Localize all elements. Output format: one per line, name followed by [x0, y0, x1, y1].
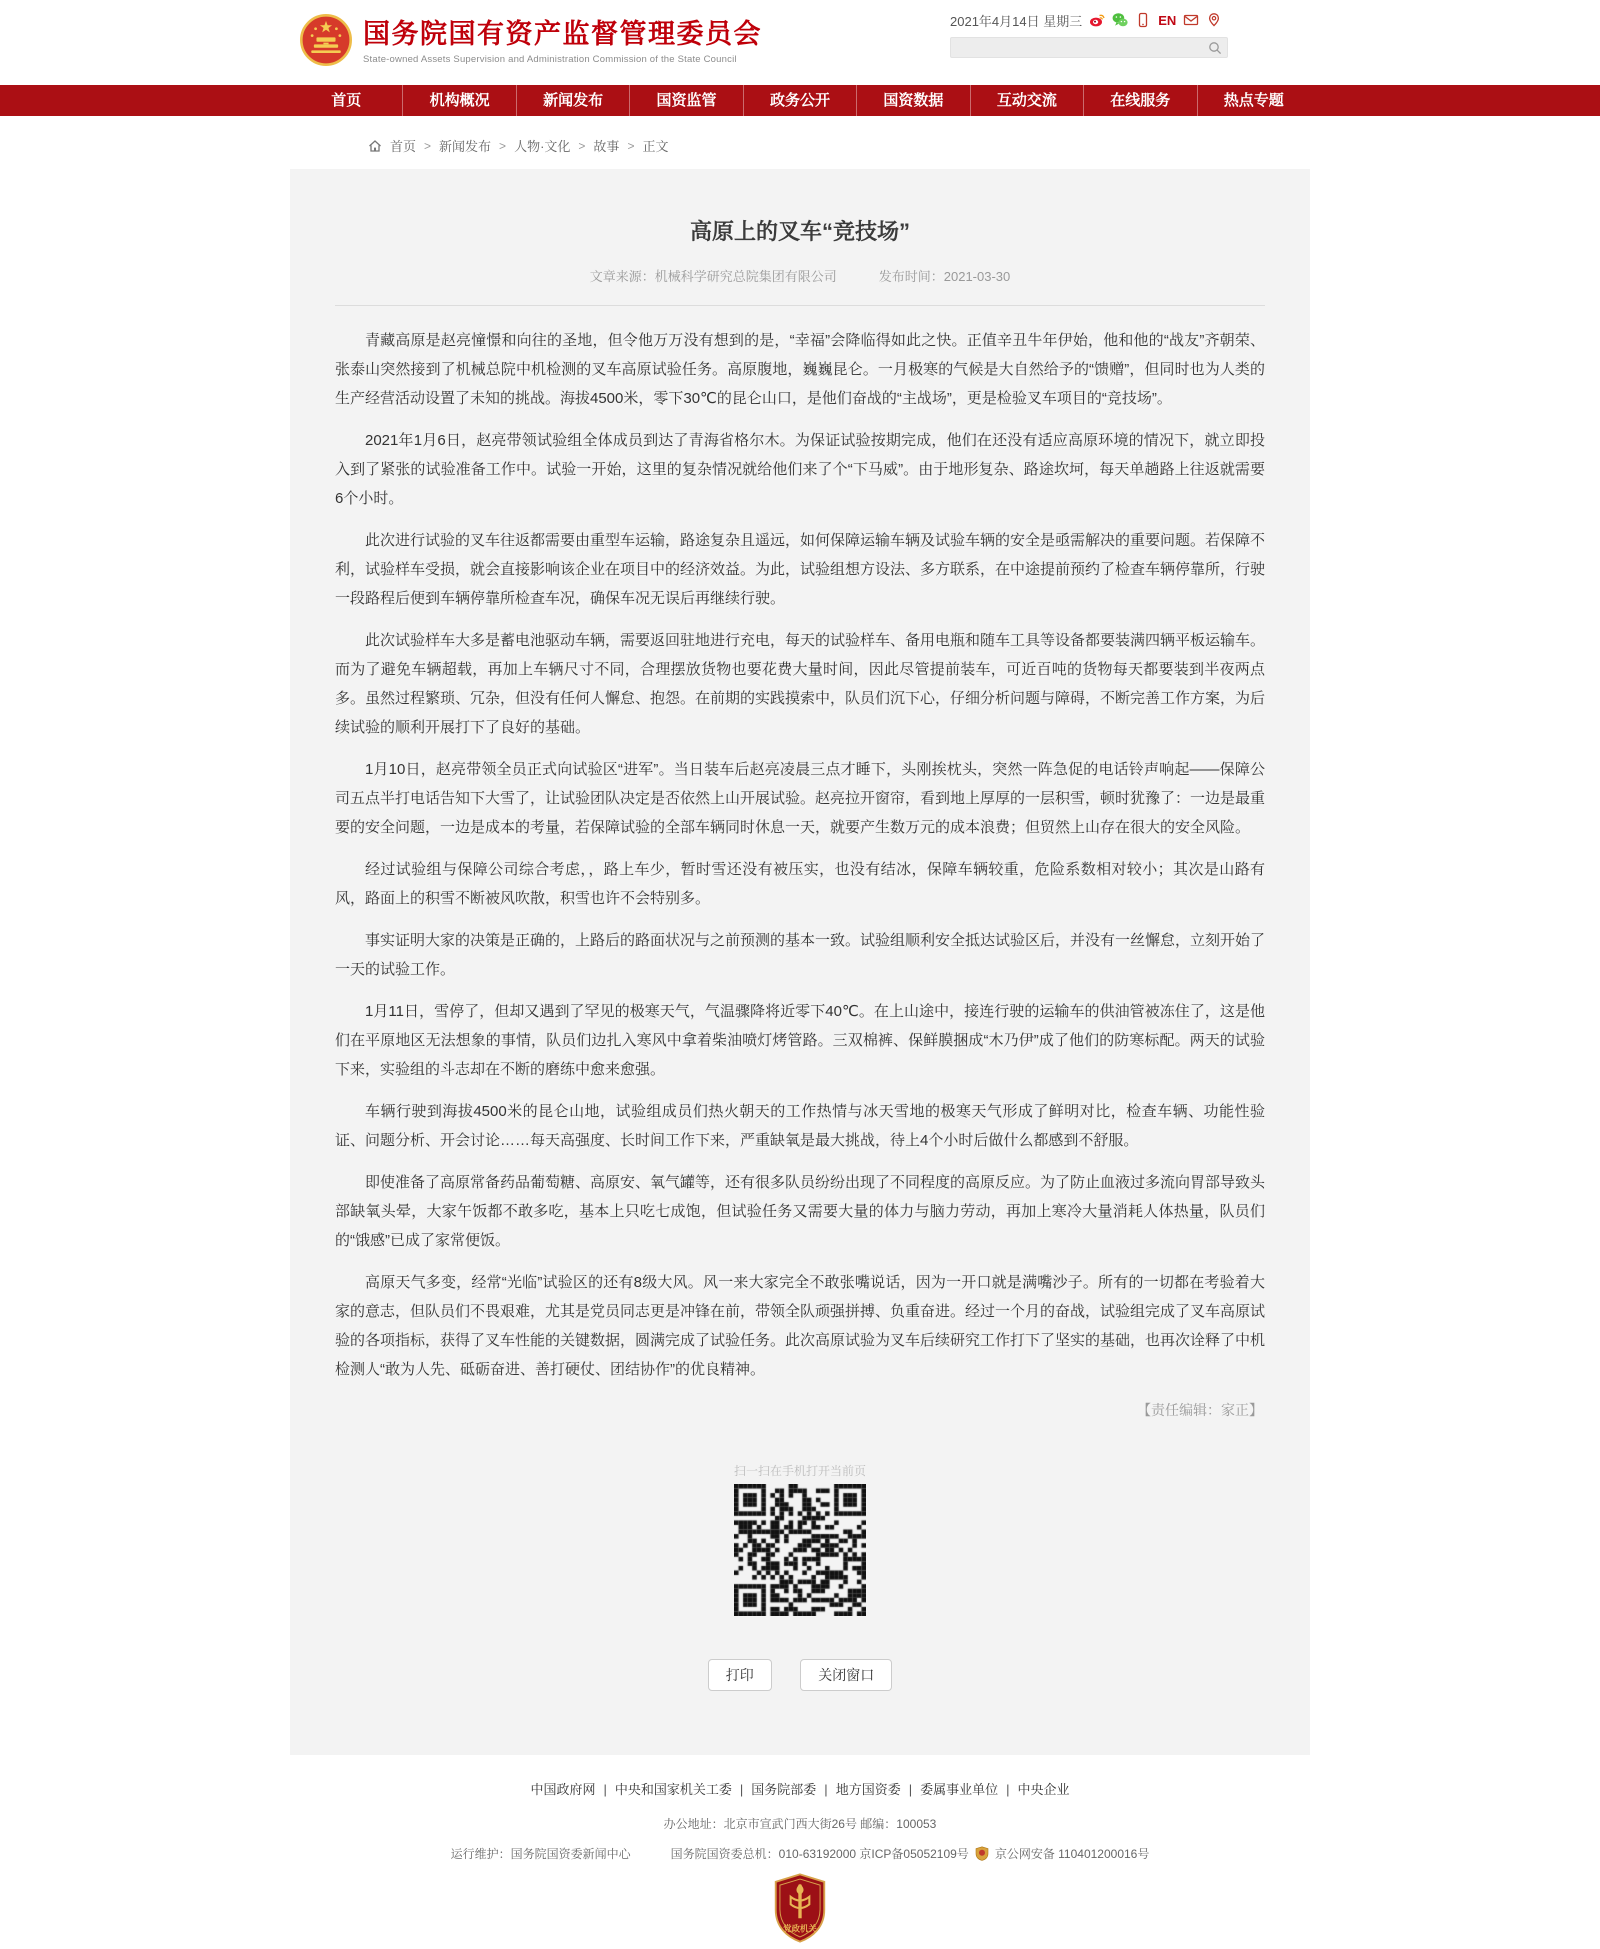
mobile-icon[interactable] [1135, 12, 1151, 28]
footer-police-link[interactable]: 京公网安备 110401200016号 [994, 1847, 1150, 1861]
article-meta [335, 266, 1265, 285]
lang-en-link[interactable]: EN [1158, 12, 1177, 28]
footer-address: 办公地址：北京市宣武门西大街26号 邮编：100053 [663, 1817, 937, 1831]
footer-link-separator: | [603, 1782, 607, 1797]
site-logo[interactable] [290, 14, 762, 71]
article-paragraph: 高原天气多变，经常“光临”试验区的还有8级大风。风一来大家完全不敢张嘴说话，因为一开口就是满嘴沙子。所有的一切都在考验着大家的意志，但队员们不畏艰难，尤其是党员同志更是冲锋在前，带领全队顽强拼搏、负重奋进。经过一个月的奋战，试验组完成了叉车高原试验的各项指标，获得了叉车性能的关键数据，圆满完成了试验任务。此次高原试验为叉车后续研究工作打下了坚实的基础，也再次诠释了中机检测人“敢为人先、砥砺奋进、善打硬仗、团结协作”的优良精神。 [335, 1274, 1266, 1378]
article-body [335, 326, 1265, 1384]
meta-divider [335, 305, 1265, 306]
nav-item-1[interactable]: 首页 [331, 92, 362, 109]
footer-link-6[interactable]: 中央企业 [1017, 1782, 1070, 1797]
article-source: 机械科学研究总院集团有限公司 [654, 269, 837, 284]
qr-code [734, 1484, 866, 1616]
close-window-button[interactable]: 关闭窗口 [800, 1659, 892, 1691]
location-icon[interactable] [1206, 12, 1222, 28]
nav-item-4[interactable]: 国资监管 [629, 85, 742, 116]
gov-emblem-shield[interactable] [0, 1872, 1600, 1949]
nav-item-5[interactable]: 政务公开 [743, 85, 856, 116]
publish-date: 2021-03-30 [943, 269, 1011, 284]
footer-link-2[interactable]: 中央和国家机关工委 [614, 1782, 732, 1797]
site-footer [0, 1755, 1600, 1949]
qr-block [335, 1462, 1265, 1621]
article-paragraph: 车辆行驶到海拔4500米的昆仑山地，试验组成员们热火朝天的工作热情与冰天雪地的极寒天气形成了鲜明对比，检查车辆、功能性验证、问题分析、开会讨论……每天高强度、长时间工作下来，严重缺氧是最大挑战，待上4个小时后做什么都感到不舒服。 [335, 1103, 1265, 1149]
nav-item-8[interactable]: 在线服务 [1083, 85, 1196, 116]
print-button[interactable]: 打印 [708, 1659, 772, 1691]
article-paragraph: 青藏高原是赵亮憧憬和向往的圣地，但令他万万没有想到的是，“幸福”会降临得如此之快。正值辛丑牛年伊始，他和他的“战友”齐朝荣、张泰山突然接到了机械总院中机检测的叉车高原试验任务。高原腹地，巍巍昆仑。一月极寒的气候是大自然给予的“馈赠”，但同时也为人类的生产经营活动设置了未知的挑战。海拔4500米，零下30℃的昆仑山口，是他们奋战的“主战场”，更是检验叉车项目的“竞技场”。 [335, 332, 1265, 407]
footer-maintenance: 运行维护：国务院国资委新闻中心 [450, 1847, 631, 1861]
nav-item-2[interactable]: 机构概况 [402, 85, 515, 116]
qr-caption: 扫一扫在手机打开当前页 [733, 1464, 866, 1478]
footer-link-3[interactable]: 国务院部委 [751, 1782, 817, 1797]
nav-item-9[interactable]: 热点专题 [1197, 85, 1310, 116]
footer-link-4[interactable]: 地方国资委 [835, 1782, 901, 1797]
footer-link-5[interactable]: 委属事业单位 [920, 1782, 999, 1797]
current-date: 2021年4月14日 星期三 [950, 13, 1083, 29]
nav-item-3[interactable]: 新闻发布 [516, 85, 629, 116]
article-paragraph: 此次试验样车大多是蓄电池驱动车辆，需要返回驻地进行充电，每天的试验样车、备用电瓶和随车工具等设备都要装满四辆平板运输车。而为了避免车辆超载，再加上车辆尺寸不同，合理摆放货物也要花费大量时间，因此尽管提前装车，可近百吨的货物每天都要装到半夜两点多。虽然过程繁琐、冗杂，但没有任何人懈怠、抱怨。在前期的实践摸索中，队员们沉下心，仔细分析问题与障碍，不断完善工作方案，为后续试验的顺利开展打下了良好的基础。 [335, 632, 1266, 736]
breadcrumb-item-2[interactable]: 新闻发布 [439, 139, 492, 154]
national-emblem-icon [300, 14, 352, 71]
article-title: 高原上的叉车“竞技场” [689, 219, 910, 244]
search-input[interactable] [951, 38, 1203, 57]
footer-link-separator: | [1006, 1782, 1010, 1797]
breadcrumb [290, 116, 1310, 169]
breadcrumb-separator: > [424, 138, 432, 153]
nav-item-7[interactable]: 互动交流 [970, 85, 1083, 116]
site-title: 国务院国有资产监督管理委员会 [363, 19, 762, 50]
police-badge-icon [975, 1846, 989, 1861]
footer-link-separator: | [908, 1782, 913, 1797]
footer-link-1[interactable]: 中国政府网 [530, 1782, 596, 1797]
svg-text:党政机关: 党政机关 [783, 1923, 817, 1934]
breadcrumb-item-1[interactable]: 首页 [390, 139, 417, 154]
breadcrumb-item-5: 正文 [642, 139, 669, 154]
article-paragraph: 此次进行试验的叉车往返都需要由重型车运输，路途复杂且遥远，如何保障运输车辆及试验车辆的安全是亟需解决的重要问题。若保障不利，试验样车受损，就会直接影响该企业在项目中的经济效益。为此，试验组想方设法、多方联系，在中途提前预约了检查车辆停靠所，行驶一段路程后便到车辆停靠所检查车况，确保车况无误后再继续行驶。 [335, 532, 1266, 607]
article-paragraph: 2021年1月6日，赵亮带领试验组全体成员到达了青海省格尔木。为保证试验按期完成，他们在还没有适应高原环境的情况下，就立即投入到了紧张的试验准备工作中。试验一开始，这里的复杂情况就给他们来了个“下马威”。由于地形复杂、路途坎坷，每天单趟路上往返就需要6个小时。 [335, 432, 1265, 507]
article-paragraph: 1月11日，雪停了，但却又遇到了罕见的极寒天气，气温骤降将近零下40℃。在上山途中，接连行驶的运输车的供油管被冻住了，这是他们在平原地区无法想象的事情，队员们边扎入寒风中拿着柴油喷灯烤管路。三双棉裤、保鲜膜捆成“木乃伊”成了他们的防寒标配。两天的试验下来，实验组的斗志却在不断的磨练中愈来愈强。 [335, 1003, 1265, 1078]
site-subtitle: State-owned Assets Supervision and Administration Commission of the State Council [363, 53, 737, 65]
breadcrumb-separator: > [499, 138, 507, 153]
publish-label: 发布时间： [878, 269, 944, 284]
footer-link-separator: | [739, 1782, 744, 1797]
weibo-icon[interactable] [1089, 12, 1105, 28]
home-icon[interactable] [368, 139, 382, 153]
nav-item-6[interactable]: 国资数据 [856, 85, 969, 116]
main-nav [0, 85, 1600, 116]
editor-line: 【责任编辑：家正】 [1137, 1402, 1263, 1418]
article-paragraph: 经过试验组与保障公司综合考虑，，路上车少，暂时雪还没有被压实，也没有结冰，保障车辆较重，危险系数相对较小；其次是山路有风，路面上的积雪不断被风吹散，积雪也许不会特别多。 [335, 861, 1265, 907]
site-header [0, 0, 1600, 85]
footer-link-separator: | [824, 1782, 828, 1797]
article-paragraph: 即使准备了高原常备药品葡萄糖、高原安、氧气罐等，还有很多队员纷纷出现了不同程度的高原反应。为了防止血液过多流向胃部导致头部缺氧头晕，大家午饭都不敢多吃，基本上只吃七成饱，但试验任务又需要大量的体力与脑力劳动，再加上寒冷大量消耗人体热量，队员们的“饿感”已成了家常便饭。 [335, 1174, 1266, 1249]
article-paragraph: 事实证明大家的决策是正确的，上路后的路面状况与之前预测的基本一致。试验组顺利安全抵达试验区后，并没有一丝懈怠，立刻开始了一天的试验工作。 [335, 932, 1266, 978]
article-paragraph: 1月10日，赵亮带领全员正式向试验区“进军”。当日装车后赵亮凌晨三点才睡下，头刚挨枕头，突然一阵急促的电话铃声响起——保障公司五点半打电话告知下大雪了，让试验团队决定是否依然上山开展试验。赵亮拉开窗帘，看到地上厚厚的一层积雪，顿时犹豫了：一边是最重要的安全问题，一边是成本的考量，若保障试验的全部车辆同时休息一天，就要产生数万元的成本浪费；但贸然上山存在很大的安全风险。 [335, 761, 1266, 836]
breadcrumb-item-4[interactable]: 故事 [593, 139, 620, 154]
search-icon[interactable] [1203, 38, 1227, 57]
source-label: 文章来源： [589, 269, 655, 284]
breadcrumb-item-3[interactable]: 人物·文化 [514, 139, 571, 154]
mail-icon[interactable] [1183, 12, 1199, 28]
footer-links [0, 1779, 1600, 1798]
wechat-icon[interactable] [1112, 12, 1128, 28]
article-container [290, 169, 1310, 1755]
breadcrumb-separator: > [578, 138, 586, 153]
search-box [950, 37, 1228, 58]
footer-switchboard: 国务院国资委总机：010-63192000 京ICP备05052109号 [670, 1847, 969, 1861]
breadcrumb-separator: > [627, 138, 635, 153]
